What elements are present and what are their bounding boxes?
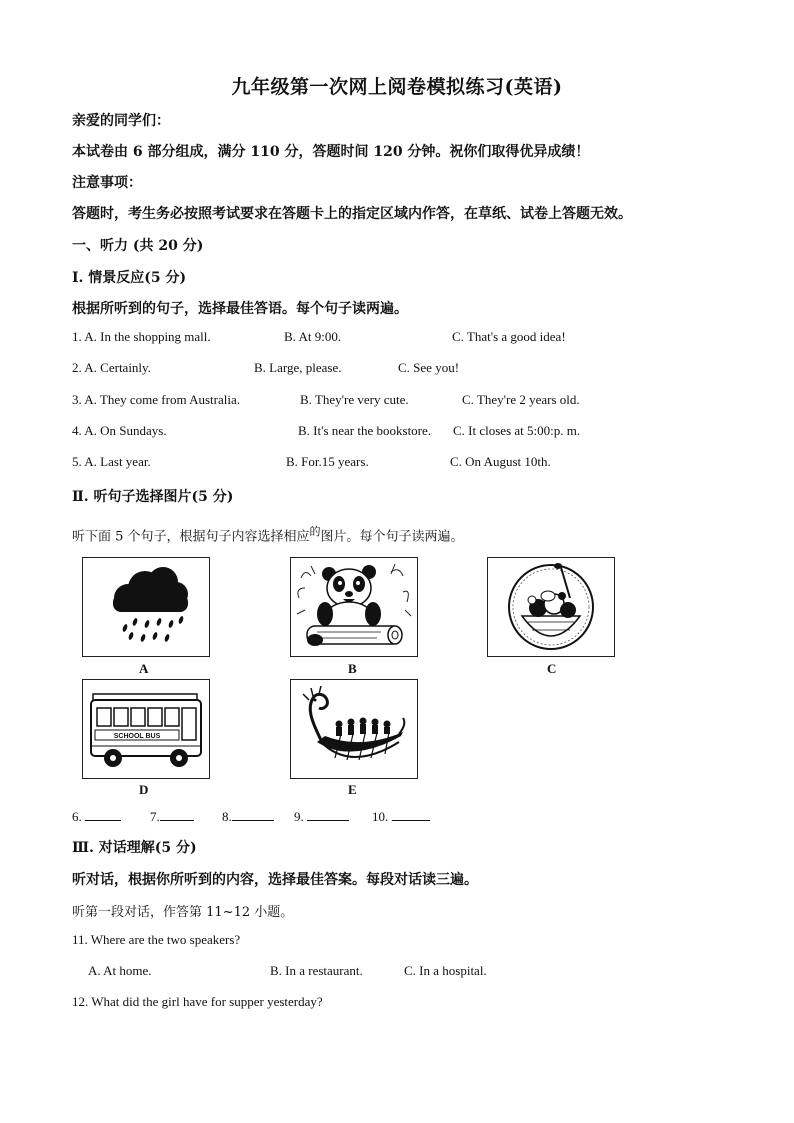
option-c: C. They're 2 years old. (462, 392, 580, 407)
option-a: 2. A. Certainly. (72, 360, 151, 375)
option-a: 1. A. In the shopping mall. (72, 329, 211, 344)
notice-heading: 注意事项： (72, 175, 142, 191)
answer-blank-7[interactable] (150, 808, 194, 825)
section3-heading: Ⅲ. 对话理解(5 分) (72, 840, 197, 856)
fruit-bowl-icon (488, 558, 614, 656)
option-b: B. At 9:00. (284, 329, 342, 344)
picture-e-frame (290, 679, 418, 779)
instruction-sup: 的 (309, 525, 321, 538)
picture-a-label: A (139, 661, 149, 676)
answer-number: 10. (372, 809, 389, 824)
picture-c-label: C (547, 661, 557, 676)
option-b: B. They're very cute. (300, 392, 409, 407)
answer-blank-6[interactable] (72, 808, 121, 825)
option-a: 4. A. On Sundays. (72, 423, 167, 438)
option-c: C. On August 10th. (450, 454, 551, 469)
section2-heading: Ⅱ. 听句子选择图片(5 分) (72, 489, 234, 505)
section3-sub-instruction: 听第一段对话，作答第 11~12 小题。 (72, 905, 294, 920)
greeting: 亲爱的同学们： (72, 113, 170, 129)
answer-number: 7. (150, 809, 160, 824)
option-b: B. It's near the bookstore. (298, 423, 432, 438)
answer-blanks-row (72, 808, 732, 826)
question-11-options (72, 963, 732, 981)
picture-e-label: E (348, 782, 357, 797)
option-b: B. Large, please. (254, 360, 342, 375)
question-text: 11. Where are the two speakers? (72, 932, 241, 947)
picture-b-label: B (348, 661, 357, 676)
section3-instruction: 听对话，根据你所听到的内容，选择最佳答案。每段对话读三遍。 (72, 872, 478, 888)
answer-number: 8. (222, 809, 232, 824)
picture-a-frame (82, 557, 210, 657)
instruction-text: 图片。每个句子读两遍。 (320, 529, 464, 545)
question-row (72, 360, 732, 378)
picture-b-frame (290, 557, 418, 657)
picture-d-frame (82, 679, 210, 779)
intro-text: 本试卷由 6 部分组成，满分 110 分，答题时间 120 分钟。祝你们取得优异成绩！ (72, 144, 590, 160)
panda-icon (291, 558, 417, 656)
option-c: C. That's a good idea! (452, 329, 566, 344)
answer-number: 9. (294, 809, 304, 824)
rain-cloud-icon (83, 558, 209, 656)
question-text: 12. What did the girl have for supper yesterday? (72, 994, 323, 1009)
option-c: C. It closes at 5:00:p. m. (453, 423, 581, 438)
picture-d-label: D (139, 782, 149, 797)
question-row (72, 392, 732, 410)
instruction-text: 听下面 5 个句子，根据句子内容选择相应 (72, 529, 310, 545)
dragon-boat-icon (291, 680, 417, 778)
option-b: B. For.15 years. (286, 454, 369, 469)
answer-blank-9[interactable] (294, 808, 349, 825)
question-row (72, 329, 732, 347)
option-a: 3. A. They come from Australia. (72, 392, 241, 407)
question-11 (72, 932, 732, 950)
picture-c-frame (487, 557, 615, 657)
part1-heading: 一、听力 (共 20 分) (72, 238, 204, 254)
section1-heading: Ⅰ. 情景反应(5 分) (72, 270, 187, 286)
option-c: C. See you! (398, 360, 460, 375)
answer-number: 6. (72, 809, 82, 824)
page-title: 九年级第一次网上阅卷模拟练习(英语) (231, 76, 563, 98)
question-row (72, 423, 732, 441)
answer-blank-10[interactable] (372, 808, 430, 825)
option-c: C. In a hospital. (404, 963, 487, 978)
section1-instruction: 根据所听到的句子，选择最佳答语。每个句子读两遍。 (72, 301, 408, 317)
question-row (72, 454, 732, 472)
bus-sign-text: SCHOOL BUS (113, 733, 161, 740)
answer-blank-8[interactable] (222, 808, 274, 825)
notice-text: 答题时，考生务必按照考试要求在答题卡上的指定区域内作答，在草纸、试卷上答题无效。 (72, 206, 632, 222)
option-a: 5. A. Last year. (72, 454, 151, 469)
option-a: A. At home. (88, 963, 152, 978)
section2-instruction (72, 523, 464, 544)
school-bus-icon (83, 680, 209, 778)
question-12 (72, 994, 732, 1012)
option-b: B. In a restaurant. (270, 963, 363, 978)
